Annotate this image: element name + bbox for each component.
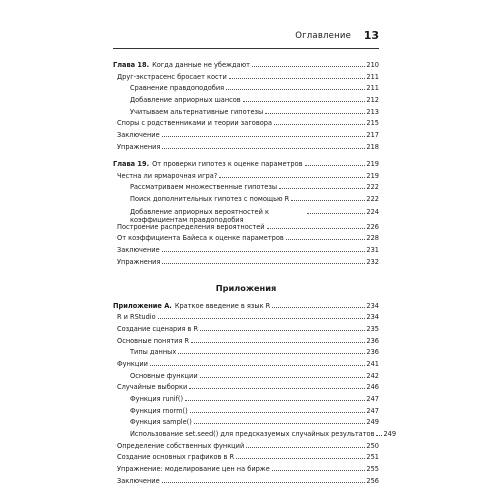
toc-entry-page: 226 [366, 222, 379, 231]
toc-entry-title: Рассматриваем множественные гипотезы [130, 183, 278, 192]
toc-entry-page: 234 [366, 301, 379, 310]
toc-entry-title: Построение распределения вероятностей [117, 222, 265, 231]
table-of-contents [113, 61, 397, 490]
dot-leader [267, 228, 366, 229]
toc-entry-title: Добавление априорных вероятностей к коэффициентам правдоподобия [130, 207, 269, 224]
dot-leader [274, 124, 365, 125]
toc-entry [113, 430, 397, 443]
toc-entry-title: Типы данных [130, 348, 177, 357]
dot-leader [246, 447, 365, 448]
toc-entry [113, 161, 379, 173]
header-rule [113, 48, 379, 49]
header-title: Оглавление [295, 31, 351, 41]
toc-entry-title: Функция sample() [130, 418, 192, 427]
toc-entry-title: Функция runif() [130, 395, 184, 403]
toc-entry-page: 250 [366, 441, 379, 450]
dot-leader [189, 388, 365, 389]
toc-entry-title: Упражнения [117, 257, 161, 266]
toc-entry-page: 234 [366, 313, 379, 322]
dot-leader [162, 263, 365, 264]
toc-entry-title: Упражнения [117, 142, 161, 151]
toc-entry-page: 218 [366, 142, 379, 151]
toc-entry-title: Функции [117, 359, 148, 368]
dot-leader [200, 377, 366, 378]
toc-entry-page: 249 [383, 430, 397, 439]
toc-entry-label: Глава 18. [113, 61, 150, 69]
toc-entry-page: 231 [366, 246, 379, 255]
toc-entry-title: Друг-экстрасенс бросает кости [117, 72, 227, 81]
toc-entry-page: 246 [366, 383, 379, 392]
toc-entry-page: 212 [366, 96, 379, 105]
dot-leader [191, 342, 365, 343]
dot-leader [286, 239, 366, 240]
toc-entry-title: От проверки гипотез к оценке параметров [152, 160, 303, 168]
toc-entry [113, 62, 379, 74]
dot-leader [190, 412, 366, 413]
dot-leader [226, 89, 365, 90]
toc-entry-page: 224 [366, 207, 379, 216]
toc-entry [113, 361, 379, 373]
toc-entry-page: 219 [366, 171, 379, 180]
toc-entry-page: 236 [366, 336, 379, 345]
toc-entry [113, 396, 379, 408]
dot-leader [243, 101, 366, 102]
toc-entry-page: 255 [366, 465, 379, 474]
toc-entry-label: Приложение А. [113, 301, 172, 310]
dot-leader [229, 78, 366, 79]
toc-entry-title: Когда данные не убеждают [152, 61, 250, 69]
toc-entry-page: 241 [366, 359, 379, 368]
toc-entry-page: 242 [366, 371, 379, 380]
toc-entry-page: 249 [366, 418, 379, 427]
dot-leader [305, 165, 366, 166]
dot-leader [307, 213, 365, 214]
dot-leader [194, 423, 366, 424]
dot-leader [162, 136, 366, 137]
toc-entry-page: 211 [366, 72, 379, 81]
dot-leader [158, 318, 366, 319]
toc-entry [113, 208, 379, 224]
toc-entry-title: Заключение [117, 476, 160, 485]
toc-entry [113, 478, 379, 490]
dot-leader [162, 482, 366, 483]
dot-leader [279, 188, 365, 189]
toc-entry-page: 247 [366, 406, 379, 415]
toc-entry-title: Заключение [117, 131, 160, 140]
toc-entry-page: 235 [366, 324, 379, 333]
toc-entry-title: Честна ли ярмарочная игра? [117, 171, 218, 180]
dot-leader [272, 470, 366, 471]
dot-leader [265, 113, 365, 114]
toc-entry [113, 326, 379, 338]
dot-leader [272, 307, 365, 308]
toc-entry-title: Споры с родственниками и теории заговора [117, 119, 272, 128]
toc-entry-title: Функция rnorm() [130, 406, 188, 415]
dot-leader [162, 251, 366, 252]
toc-entry-title: Заключение [117, 246, 160, 255]
running-header [113, 29, 379, 47]
dot-leader [219, 177, 365, 178]
toc-entry-title: Краткое введение в язык R [174, 301, 271, 310]
toc-entry-title: Учитываем альтернативные гипотезы [130, 107, 264, 116]
section-heading: Приложения [215, 282, 277, 293]
toc-entry-title: Сравнение правдоподобия [130, 84, 225, 93]
toc-entry [113, 259, 379, 271]
toc-entry-title: Основные функции [130, 371, 198, 380]
toc-entry-page: 217 [366, 131, 379, 140]
page-number: 13 [363, 29, 379, 42]
toc-entry-title: Добавление априорных шансов [130, 96, 241, 105]
toc-entry [113, 349, 379, 361]
toc-list-chapters [113, 62, 379, 271]
dot-leader [178, 353, 365, 354]
toc-entry [113, 196, 379, 208]
toc-entry-page: 215 [366, 119, 379, 128]
toc-entry-page: 247 [366, 395, 379, 403]
toc-entry-title: Поиск дополнительных гипотез с помощью R [130, 195, 290, 204]
toc-entry-page: 256 [366, 476, 379, 485]
toc-entry-title: От коэффициента Байеса к оценке параметров [117, 234, 284, 243]
dot-leader [376, 435, 382, 436]
dot-leader [252, 66, 365, 67]
toc-entry-page: 219 [366, 160, 379, 168]
toc-entry-page: 236 [366, 348, 379, 357]
dot-leader [236, 458, 365, 459]
toc-entry-title: Основные понятия R [117, 336, 190, 345]
toc-entry-page: 228 [366, 234, 379, 243]
dot-leader [150, 365, 365, 366]
toc-entry-title: Определение собственных функций [117, 441, 245, 450]
toc-entry-title: Создание основных графиков в R [117, 453, 235, 462]
toc-list-appendix [113, 301, 397, 490]
toc-entry-label: Глава 19. [113, 160, 150, 168]
toc-entry-page: 210 [366, 61, 379, 69]
dot-leader [291, 200, 365, 201]
toc-entry-title: R и RStudio [117, 313, 156, 322]
toc-entry-page: 222 [366, 183, 379, 192]
toc-entry-title: Использование set.seed() для предсказуемых случайных результатов [130, 430, 375, 439]
toc-entry-title: Создание сценария в R [117, 324, 199, 333]
toc-entry-title: Случайные выборки [117, 383, 188, 392]
toc-entry-page: 213 [366, 107, 379, 116]
toc-entry-page: 232 [366, 257, 379, 266]
dot-leader [185, 400, 365, 401]
toc-entry-page: 211 [366, 84, 379, 93]
dot-leader [200, 330, 365, 331]
toc-entry-page: 222 [366, 195, 379, 204]
toc-entry-page: 251 [366, 453, 379, 462]
toc-entry [113, 144, 379, 156]
dot-leader [162, 148, 365, 149]
toc-entry [113, 97, 379, 109]
toc-entry-title: Упражнение: моделирование цен на бирже [117, 465, 270, 474]
